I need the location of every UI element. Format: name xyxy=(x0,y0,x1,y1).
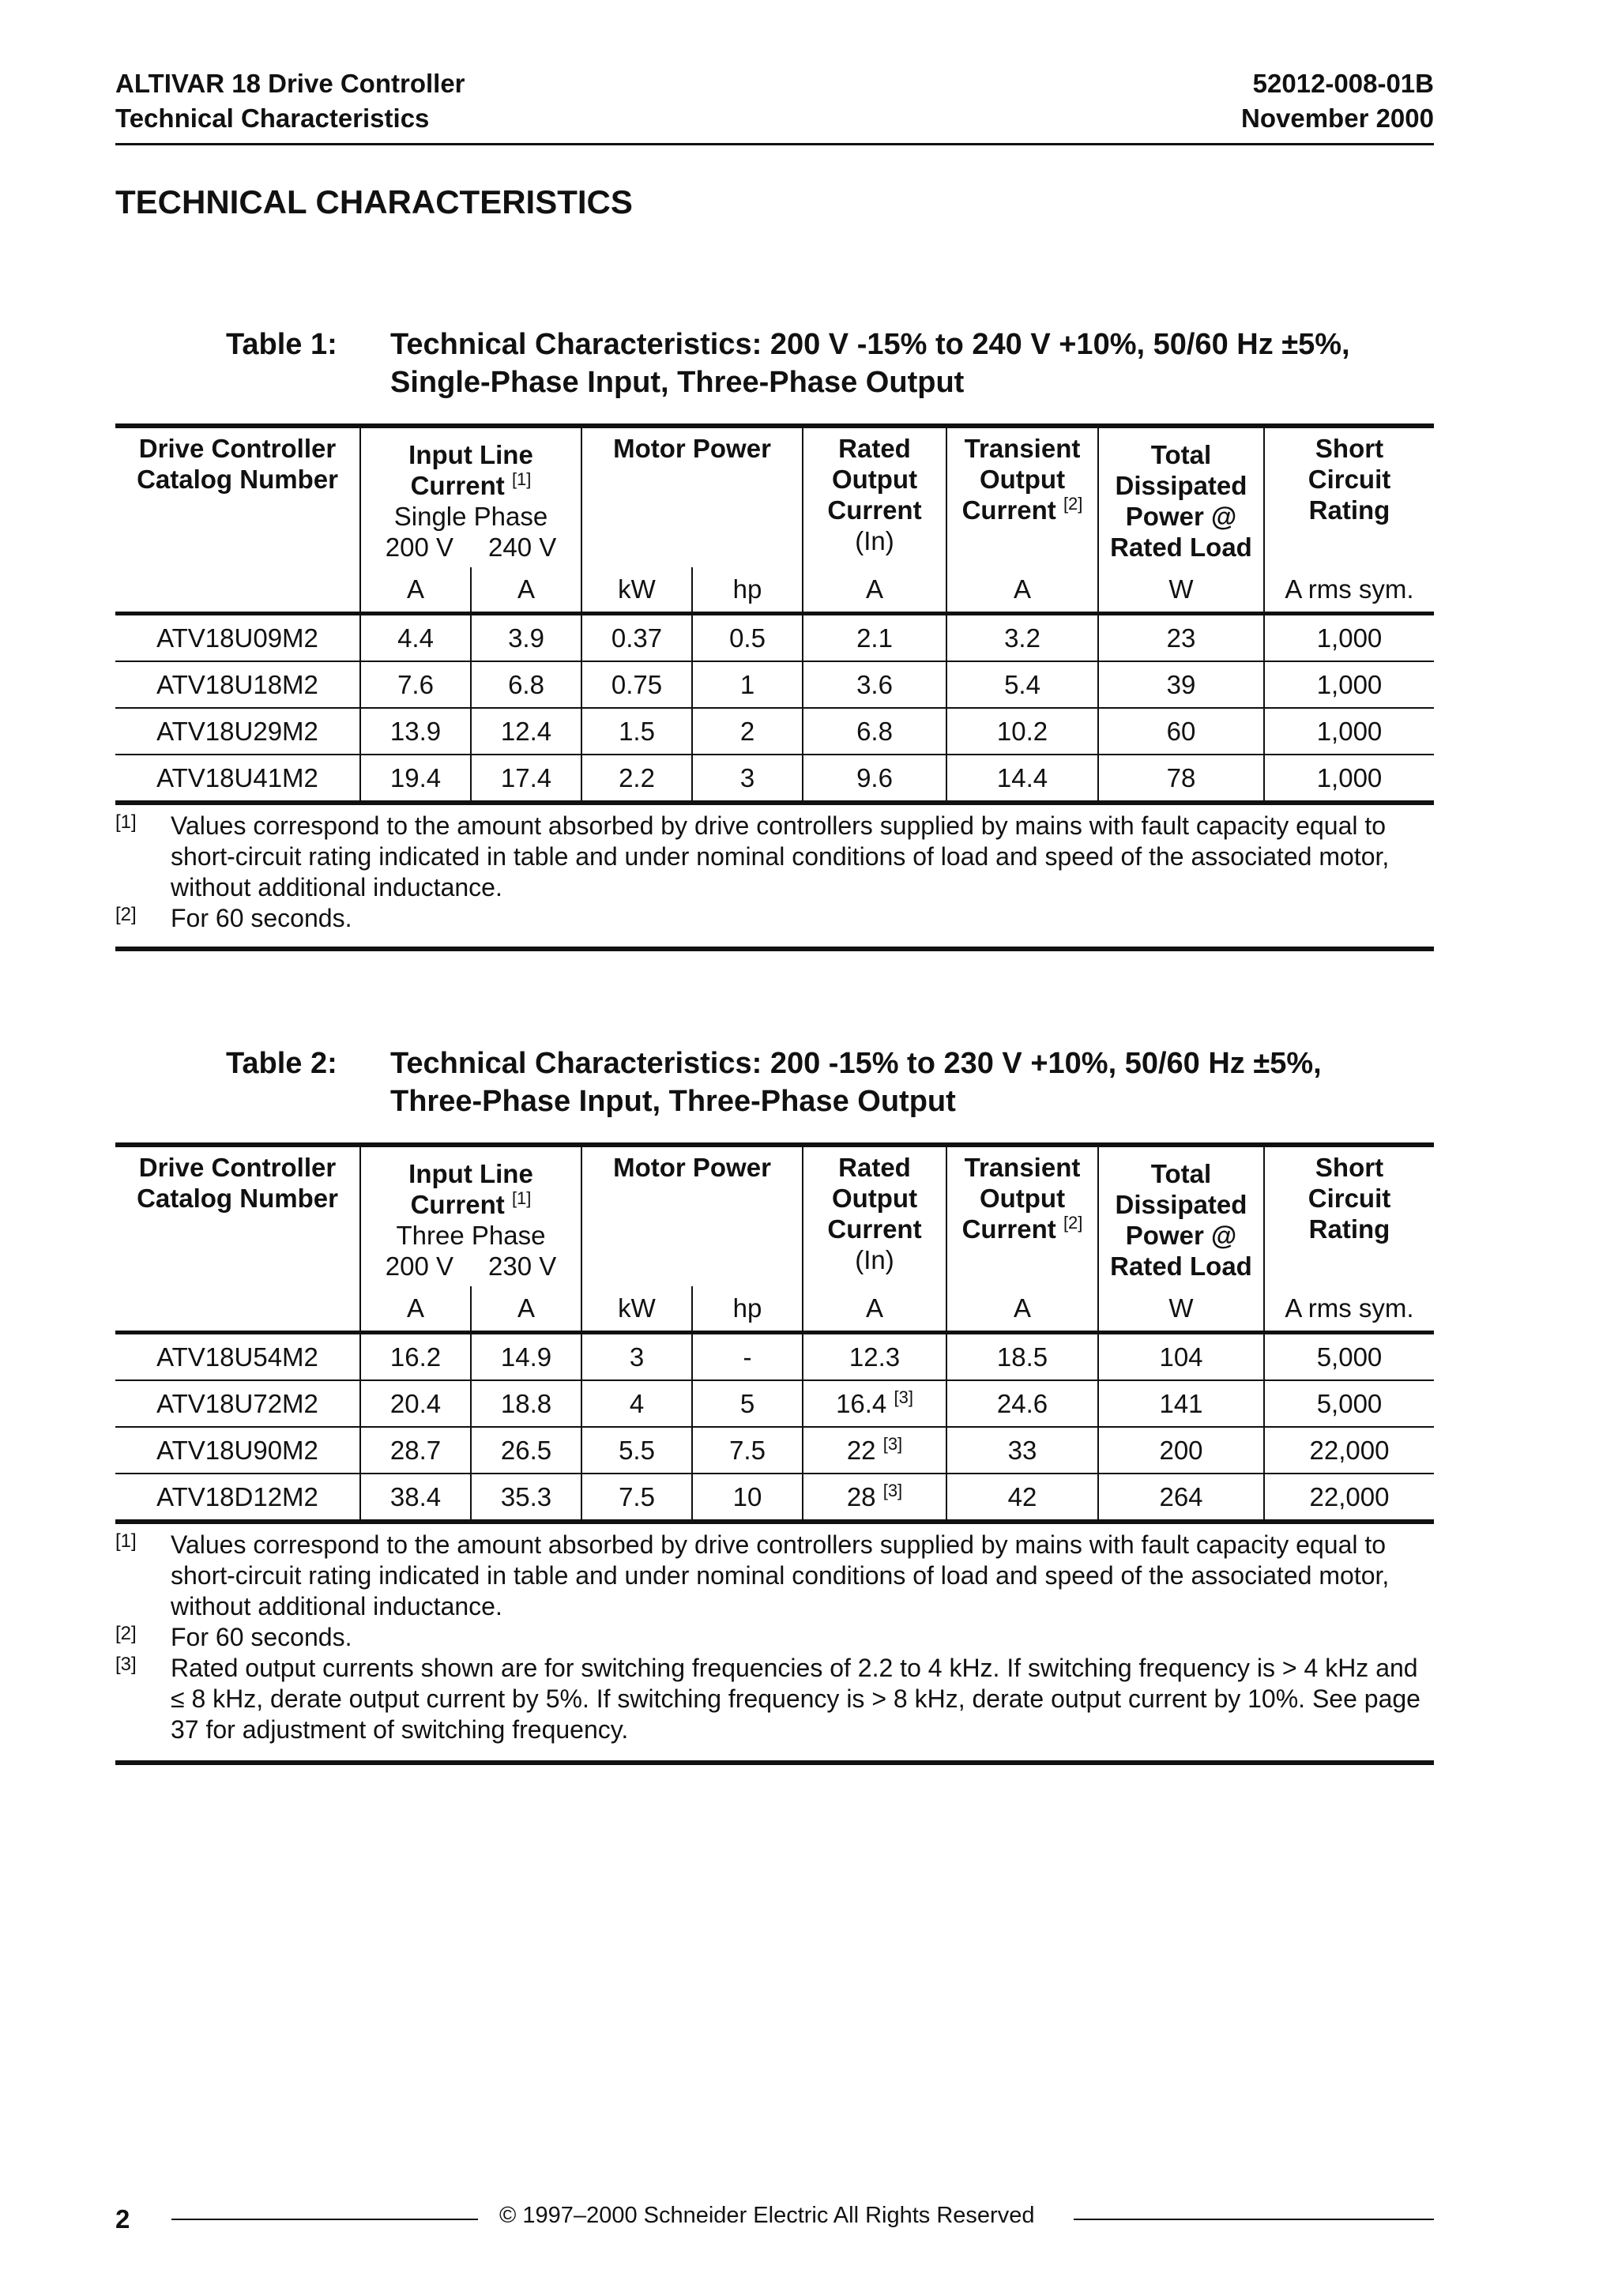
unit-cell: hp xyxy=(692,1286,803,1333)
table1-voltage-2: 240 V xyxy=(488,533,557,562)
header-motor-power: Motor Power xyxy=(581,1145,803,1286)
table-row: ATV18U72M2 20.4 18.8 4 5 16.4 [3] 24.6 141 5,000 xyxy=(115,1380,1434,1427)
unit-cell: W xyxy=(1098,1286,1264,1333)
table2 xyxy=(115,1142,1434,1524)
table-row: ATV18U09M2 4.4 3.9 0.37 0.5 2.1 3.2 23 1,000 xyxy=(115,614,1434,662)
unit-cell: A xyxy=(946,567,1098,614)
document-date: November 2000 xyxy=(1241,104,1434,133)
unit-cell: A xyxy=(360,1286,471,1333)
table2-caption xyxy=(390,1044,1457,1120)
unit-cell: A rms sym. xyxy=(1264,1286,1434,1333)
unit-cell: A xyxy=(946,1286,1098,1333)
table1-units-row xyxy=(115,567,1434,614)
table-row: ATV18U90M2 28.7 26.5 5.5 7.5 22 [3] 33 200 22,000 xyxy=(115,1427,1434,1474)
unit-cell: A xyxy=(803,567,946,614)
table-row: ATV18U54M2 16.2 14.9 3 - 12.3 18.5 104 5,000 xyxy=(115,1333,1434,1381)
unit-cell: A xyxy=(471,567,581,614)
table1 xyxy=(115,423,1434,805)
table-row: ATV18D12M2 38.4 35.3 7.5 10 28 [3] 42 264 22,000 xyxy=(115,1474,1434,1522)
page-number: 2 xyxy=(115,2204,130,2234)
table1-bottom-rule xyxy=(115,947,1434,951)
header-short-circuit: Short Circuit Rating xyxy=(1264,426,1434,567)
footer-copyright: © 1997–2000 Schneider Electric All Rights Reserved xyxy=(499,2203,1035,2228)
table2-footnotes xyxy=(115,1530,1434,1745)
table1-voltage-1: 200 V xyxy=(385,533,453,562)
table2-phase: Three Phase xyxy=(396,1221,546,1250)
document-header-right xyxy=(1241,66,1434,136)
header-divider xyxy=(115,143,1434,145)
header-short-circuit: Short Circuit Rating xyxy=(1264,1145,1434,1286)
unit-cell: A xyxy=(471,1286,581,1333)
header-transient-output: Transient Output Current [2] xyxy=(946,1145,1098,1286)
page-title: TECHNICAL CHARACTERISTICS xyxy=(115,183,633,220)
table2-label: Table 2: xyxy=(226,1047,337,1080)
table-row: ATV18U41M2 19.4 17.4 2.2 3 9.6 14.4 78 1,000 xyxy=(115,755,1434,803)
table-row: ATV18U29M2 13.9 12.4 1.5 2 6.8 10.2 60 1,000 xyxy=(115,708,1434,755)
footnote: [1] Values correspond to the amount absorbed by drive controllers supplied by mains with fault capacity equal to short-circuit rating indicated in table and under nominal conditions of load and speed of the associated motor, without additional inductance. xyxy=(115,1530,1390,1620)
document-number: 52012-008-01B xyxy=(1252,69,1434,98)
unit-cell: W xyxy=(1098,567,1264,614)
table1-footnotes xyxy=(115,811,1434,934)
header-catalog: Drive Controller Catalog Number xyxy=(115,1145,360,1286)
table2-caption-line1: Technical Characteristics: 200 -15% to 230 V +10%, 50/60 Hz ±5%, xyxy=(390,1047,1322,1080)
footer-rule-right xyxy=(1074,2219,1434,2220)
unit-cell: A xyxy=(803,1286,946,1333)
table2-caption-line2: Three-Phase Input, Three-Phase Output xyxy=(390,1085,956,1118)
unit-cell: kW xyxy=(581,567,692,614)
unit-cell: hp xyxy=(692,567,803,614)
header-rated-output: Rated Output Current (In) xyxy=(803,426,946,567)
table1-caption-line1: Technical Characteristics: 200 V -15% to 240 V +10%, 50/60 Hz ±5%, xyxy=(390,328,1350,361)
header-input-current: Input Line Current [1] Single Phase 200 V 240 V xyxy=(360,426,581,567)
table2-voltage-2: 230 V xyxy=(488,1252,557,1281)
table1-label: Table 1: xyxy=(226,328,337,361)
document-product-title: ALTIVAR 18 Drive Controller xyxy=(115,69,465,98)
table2-bottom-rule xyxy=(115,1760,1434,1765)
header-motor-power: Motor Power xyxy=(581,426,803,567)
unit-cell: A xyxy=(360,567,471,614)
header-catalog: Drive Controller Catalog Number xyxy=(115,426,360,567)
document-section-title: Technical Characteristics xyxy=(115,104,430,133)
document-header-left xyxy=(115,66,465,136)
table2-header-row xyxy=(115,1145,1434,1286)
table1-header-row xyxy=(115,426,1434,567)
footer-rule-left xyxy=(171,2219,478,2220)
table2-units-row xyxy=(115,1286,1434,1333)
header-rated-output: Rated Output Current (In) xyxy=(803,1145,946,1286)
footnote: [2] For 60 seconds. xyxy=(115,1623,352,1651)
table1-phase: Single Phase xyxy=(393,502,548,531)
table1-caption xyxy=(390,326,1457,401)
unit-cell: A rms sym. xyxy=(1264,567,1434,614)
table1-caption-line2: Single-Phase Input, Three-Phase Output xyxy=(390,366,965,399)
footnote: [2] For 60 seconds. xyxy=(115,904,352,932)
table2-voltage-1: 200 V xyxy=(385,1252,453,1281)
table-row: ATV18U18M2 7.6 6.8 0.75 1 3.6 5.4 39 1,000 xyxy=(115,661,1434,708)
footnote: [1] Values correspond to the amount absorbed by drive controllers supplied by mains with fault capacity equal to short-circuit rating indicated in table and under nominal conditions of load and speed of the associated motor, without additional inductance. xyxy=(115,811,1390,901)
header-input-current: Input Line Current [1] Three Phase 200 V 230 V xyxy=(360,1145,581,1286)
unit-cell: kW xyxy=(581,1286,692,1333)
header-total-dissipated: Total Dissipated Power @ Rated Load xyxy=(1098,1145,1264,1286)
header-transient-output: Transient Output Current [2] xyxy=(946,426,1098,567)
header-total-dissipated: Total Dissipated Power @ Rated Load xyxy=(1098,426,1264,567)
footnote: [3] Rated output currents shown are for switching frequencies of 2.2 to 4 kHz. If switching frequency is > 4 kHz and ≤ 8 kHz, derate output current by 5%. If switching frequency is > 8 kHz, derate output current by 10%. See page 37 for adjustment of switching frequency. xyxy=(115,1654,1420,1744)
